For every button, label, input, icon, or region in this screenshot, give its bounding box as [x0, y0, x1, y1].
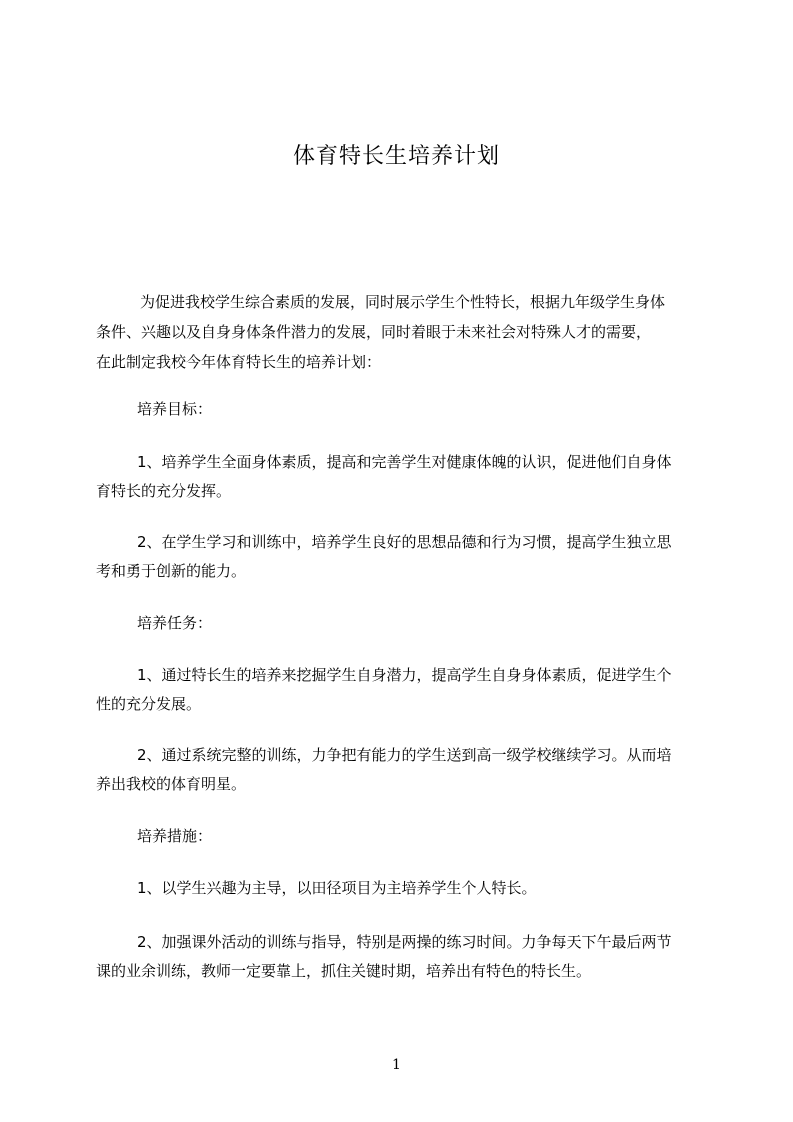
paragraph-line: 养出我校的体育明星。 [96, 775, 247, 793]
paragraph-line: 2、加强课外活动的训练与指导，特别是两操的练习时间。力争每天下午最后两节 [137, 933, 672, 951]
paragraph-line: 课的业余训练，教师一定要靠上，抓住关键时期，培养出有特色的特长生。 [96, 962, 592, 980]
section-heading-goals: 培养目标： [137, 400, 213, 418]
paragraph-line: 1、通过特长生的培养来挖掘学生自身潜力，提高学生自身身体素质，促进学生个 [137, 666, 672, 684]
paragraph-line: 2、通过系统完整的训练，力争把有能力的学生送到高一级学校继续学习。从而培 [137, 746, 672, 764]
section-heading-measures: 培养措施： [137, 827, 213, 845]
paragraph-line: 1、培养学生全面身体素质，提高和完善学生对健康体魄的认识，促进他们自身体 [137, 453, 672, 471]
page-number: 1 [392, 1057, 401, 1073]
section-heading-tasks: 培养任务： [137, 614, 213, 632]
intro-line: 为促进我校学生综合素质的发展，同时展示学生个性特长，根据九年级学生身体 [140, 293, 666, 311]
paragraph-line: 1、以学生兴趣为主导，以田径项目为主培养学生个人特长。 [137, 879, 537, 897]
intro-line: 在此制定我校今年体育特长生的培养计划： [96, 353, 382, 371]
paragraph-line: 育特长的充分发挥。 [96, 482, 232, 500]
intro-line: 条件、兴趣以及自身身体条件潜力的发展，同时着眼于未来社会对特殊人才的需要， [96, 323, 652, 341]
paragraph-line: 性的充分发展。 [96, 695, 202, 713]
document-title: 体育特长生培养计划 [292, 144, 500, 169]
paragraph-line: 2、在学生学习和训练中，培养学生良好的思想品德和行为习惯，提高学生独立思 [137, 533, 672, 551]
paragraph-line: 考和勇于创新的能力。 [96, 562, 247, 580]
